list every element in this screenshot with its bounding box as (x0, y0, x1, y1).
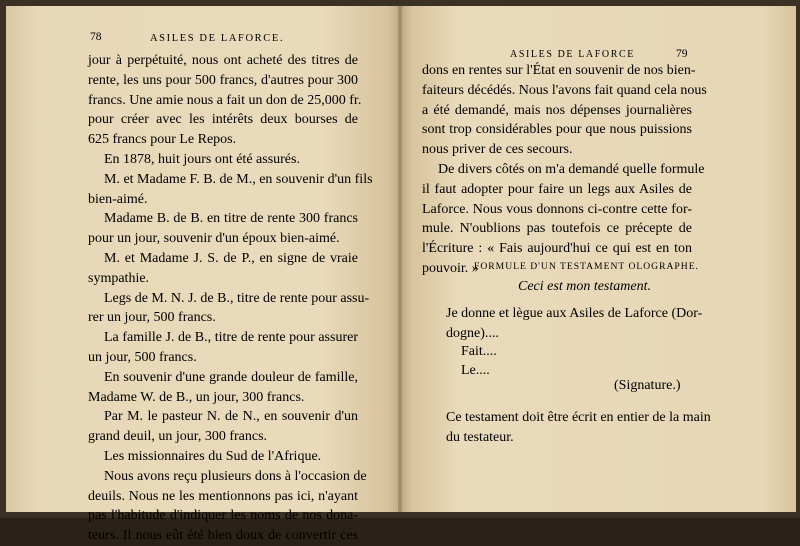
left-line: sympathie. (88, 270, 150, 286)
left-line: bien-aimé. (88, 191, 148, 207)
fait-line: Fait.... (461, 344, 497, 359)
formula-block (446, 304, 703, 344)
left-line: grand deuil, un jour, 300 francs. (88, 429, 268, 445)
testament-italic-line: Ceci est mon testament. (518, 279, 651, 294)
right-line: l'Écriture : « Fais aujourd'hui ce qui est en ton (422, 241, 692, 257)
le-line: Le.... (461, 363, 490, 378)
left-line: pas l'habitude d'indiquer les noms de nos dona- (88, 508, 358, 524)
right-line: mule. N'oublions pas toutefois ce précepte de (422, 221, 692, 237)
right-line: Laforce. Nous vous donnons ci-contre cette for- (422, 201, 692, 217)
left-line: Legs de M. N. J. de B., titre de rente pour assu- (104, 290, 370, 306)
left-line: La famille J. de B., titre de rente pour assurer (104, 330, 358, 346)
right-line: il faut adopter pour faire un legs aux Asiles de (422, 181, 692, 197)
left-line: Nous avons reçu plusieurs dons à l'occasion de (104, 468, 367, 484)
closing-line: du testateur. (446, 429, 514, 445)
left-line: 625 francs pour Le Repos. (88, 132, 237, 148)
left-page-number: 78 (90, 31, 102, 43)
left-running-head: ASILES DE LAFORCE. (150, 33, 285, 44)
right-line: sont trop considérables pour que nous puissions (422, 122, 692, 138)
right-line: De divers côtés on m'a demandé quelle formule (438, 161, 705, 177)
left-line: Par M. le pasteur N. de N., en souvenir d'un (104, 409, 358, 425)
left-line: jour à perpétuité, nous ont acheté des titres de (88, 53, 358, 68)
left-line: rer un jour, 500 francs. (88, 310, 216, 326)
left-line: M. et Madame J. S. de P., en signe de vraie (104, 250, 358, 266)
left-line: deuils. Nous ne les mentionnons pas ici, n'ayant (88, 488, 358, 504)
left-line: Madame B. de B. en titre de rente 300 francs (104, 211, 358, 227)
right-page-number: 79 (676, 48, 688, 60)
closing-line: Ce testament doit être écrit en entier de la main (446, 410, 711, 425)
left-line: Madame W. de B., un jour, 300 francs. (88, 389, 305, 405)
left-line: pour créer avec les intérêts deux bourses de (88, 112, 358, 128)
right-body (422, 61, 707, 279)
left-body (88, 51, 373, 546)
formula-line: Je donne et lègue aux Asiles de Laforce (Dor- (446, 306, 703, 321)
left-line: Les missionnaires du Sud de l'Afrique. (104, 448, 322, 464)
left-line: teurs. Il nous eût été bien doux de convertir ces (88, 528, 358, 544)
right-line: pouvoir. » (422, 260, 479, 276)
left-line: M. et Madame F. B. de M., en souvenir d'un fils (104, 171, 373, 187)
left-line: francs. Une amie nous a fait un don de 25,000 fr. (88, 92, 362, 108)
right-line: nous priver de ces secours. (422, 142, 573, 158)
right-line: faiteurs décédés. Nous l'avons fait quand cela nous (422, 82, 707, 98)
left-line: En souvenir d'une grande douleur de famille, (104, 369, 358, 385)
right-running-head: ASILES DE LAFORCE (510, 49, 635, 60)
signature-line: (Signature.) (614, 378, 681, 393)
formula-line: dogne).... (446, 325, 499, 341)
left-line: pour un jour, souvenir d'un époux bien-aimé. (88, 231, 340, 247)
right-line: dons en rentes sur l'État en souvenir de nos bien- (422, 63, 696, 78)
left-line: un jour, 500 francs. (88, 349, 197, 365)
section-title: FORMULE D'UN TESTAMENT OLOGRAPHE. (474, 261, 699, 272)
closing-block (446, 408, 711, 448)
left-line: En 1878, huit jours ont été assurés. (104, 151, 300, 167)
book-gutter (398, 6, 402, 512)
left-line: rente, les uns pour 500 francs, d'autres pour 300 (88, 72, 358, 88)
right-line: a été demandé, mais nos dépenses journalières (422, 102, 692, 118)
